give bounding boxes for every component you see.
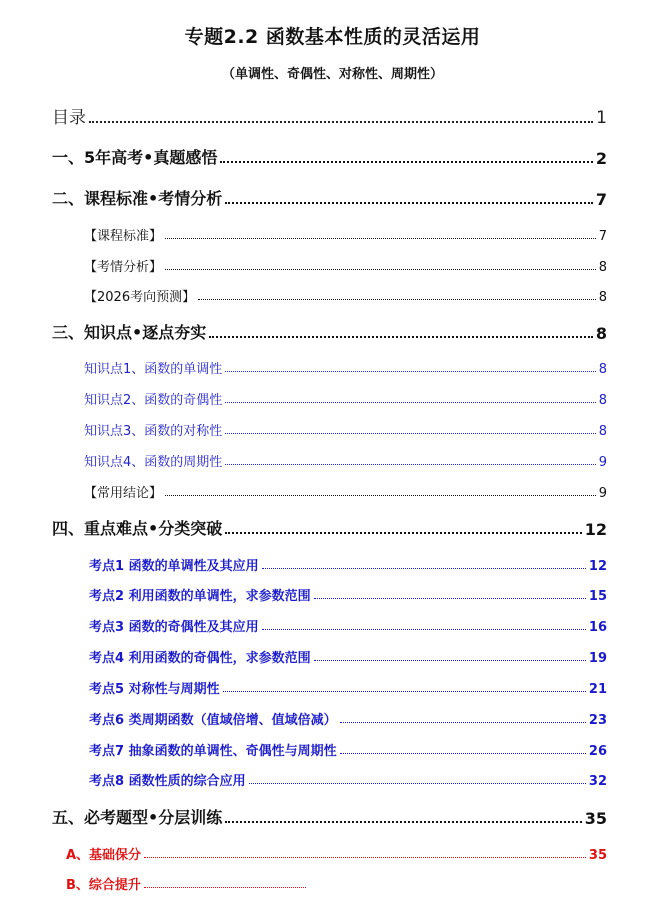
toc-page-number: 7	[598, 229, 607, 244]
toc-item-knowledge-4[interactable]	[84, 451, 607, 470]
toc-label: 三、知识点•逐点夯实	[52, 323, 207, 342]
toc-label: 二、课程标准•考情分析	[52, 189, 223, 208]
toc-leader-dots	[89, 121, 593, 123]
toc-leader-dots	[225, 464, 595, 465]
toc-page-number: 8	[595, 324, 607, 343]
toc-label: 【课程标准】	[84, 229, 163, 244]
toc-item-topic-6[interactable]	[89, 709, 607, 728]
toc-label: 考点3 函数的奇偶性及其应用	[89, 620, 259, 635]
toc-label: 目录	[52, 108, 86, 128]
toc-item-knowledge-2[interactable]	[84, 389, 607, 408]
toc-page-number: 2	[595, 149, 607, 168]
toc-leader-dots	[144, 857, 586, 858]
toc-item-topic-1[interactable]	[89, 555, 607, 574]
toc-leader-dots	[209, 336, 593, 338]
toc-leader-dots	[165, 269, 596, 270]
toc-page-number: 8	[598, 424, 607, 439]
toc-item-knowledge-3[interactable]	[84, 420, 607, 439]
toc-page-number: 12	[588, 559, 607, 574]
toc-page-number: 9	[598, 486, 607, 501]
toc-leader-dots	[225, 433, 595, 434]
toc-item-topic-4[interactable]	[89, 647, 607, 666]
toc-item-topic-7[interactable]	[89, 740, 607, 759]
toc-label: 考点2 利用函数的单调性，求参数范围	[89, 589, 311, 604]
toc-page-number: 15	[588, 589, 607, 604]
toc-leader-dots	[198, 299, 596, 300]
toc-label: 一、5年高考•真题感悟	[52, 148, 218, 167]
toc-page-number: 12	[584, 520, 607, 539]
toc-label: 四、重点难点•分类突破	[52, 519, 223, 538]
toc-page-number: 8	[598, 260, 607, 275]
toc-label: 知识点2、函数的奇偶性	[84, 393, 223, 408]
toc-label: 【考情分析】	[84, 260, 163, 275]
toc-entry-contents[interactable]	[52, 103, 607, 128]
toc-section-3[interactable]	[52, 320, 607, 343]
toc-page-number: 1	[596, 108, 607, 128]
toc-label: 考点5 对称性与周期性	[89, 682, 220, 697]
toc-section-2[interactable]	[52, 186, 607, 209]
toc-leader-dots	[314, 598, 586, 599]
toc-item-topic-2[interactable]	[89, 585, 607, 604]
toc-leader-dots	[225, 402, 595, 403]
toc-page-number: 8	[598, 393, 607, 408]
toc-leader-dots	[225, 371, 595, 372]
toc-label: 知识点1、函数的单调性	[84, 362, 223, 377]
toc-leader-dots	[144, 887, 306, 888]
toc-leader-dots	[220, 161, 592, 163]
toc-section-5[interactable]	[52, 805, 607, 828]
toc-leader-dots	[225, 821, 582, 823]
toc-leader-dots	[225, 532, 582, 534]
toc-item-2026-forecast[interactable]	[84, 286, 607, 305]
toc-label: 知识点3、函数的对称性	[84, 424, 223, 439]
toc-page-number: 21	[588, 682, 607, 697]
toc-page-number: 8	[598, 362, 607, 377]
toc-item-common-conclusions[interactable]	[84, 482, 607, 501]
toc-item-topic-3[interactable]	[89, 616, 607, 635]
toc-label: 考点1 函数的单调性及其应用	[89, 559, 259, 574]
toc-leader-dots	[314, 660, 586, 661]
toc-page-number: 7	[595, 190, 607, 209]
toc-page-number: 8	[598, 290, 607, 305]
toc-item-course-standard[interactable]	[84, 225, 607, 244]
toc-label: 考点6 类周期函数（值域倍增、值域倍减）	[89, 713, 337, 728]
toc-leader-dots	[223, 691, 586, 692]
toc-label: 【2026考向预测】	[84, 290, 196, 305]
toc-item-basic[interactable]	[66, 844, 607, 863]
toc-page-number: 19	[588, 651, 607, 666]
toc-leader-dots	[340, 753, 586, 754]
toc-page-number: 9	[598, 455, 607, 470]
toc-page-number: 35	[588, 848, 607, 863]
toc-leader-dots	[249, 783, 586, 784]
toc-section-1[interactable]	[52, 145, 607, 168]
toc-leader-dots	[340, 722, 586, 723]
toc-label: 知识点4、函数的周期性	[84, 455, 223, 470]
toc-item-knowledge-1[interactable]	[84, 358, 607, 377]
toc-label: A、基础保分	[66, 848, 142, 863]
toc-leader-dots	[225, 202, 593, 204]
toc-section-4[interactable]	[52, 516, 607, 539]
toc-label: 五、必考题型•分层训练	[52, 808, 223, 827]
toc-item-topic-8[interactable]	[89, 770, 607, 789]
toc-page-number: 32	[588, 774, 607, 789]
toc-leader-dots	[262, 629, 586, 630]
toc-leader-dots	[165, 495, 596, 496]
toc-item-comprehensive[interactable]	[66, 874, 309, 893]
page-title: 专题2.2 函数基本性质的灵活运用	[184, 26, 481, 48]
toc-page-number: 35	[584, 809, 607, 828]
toc-page-number: 26	[588, 744, 607, 759]
toc-label: 考点8 函数性质的综合应用	[89, 774, 246, 789]
page-subtitle: （单调性、奇偶性、对称性、周期性）	[221, 67, 443, 82]
toc-leader-dots	[262, 568, 586, 569]
toc-item-topic-5[interactable]	[89, 678, 607, 697]
toc-label: B、综合提升	[66, 878, 141, 893]
toc-leader-dots	[165, 238, 596, 239]
toc-label: 考点7 抽象函数的单调性、奇偶性与周期性	[89, 744, 337, 759]
toc-label: 考点4 利用函数的奇偶性，求参数范围	[89, 651, 311, 666]
toc-page-number: 23	[588, 713, 607, 728]
toc-page-number: 16	[588, 620, 607, 635]
toc-label: 【常用结论】	[84, 486, 163, 501]
toc-item-exam-analysis[interactable]	[84, 256, 607, 275]
